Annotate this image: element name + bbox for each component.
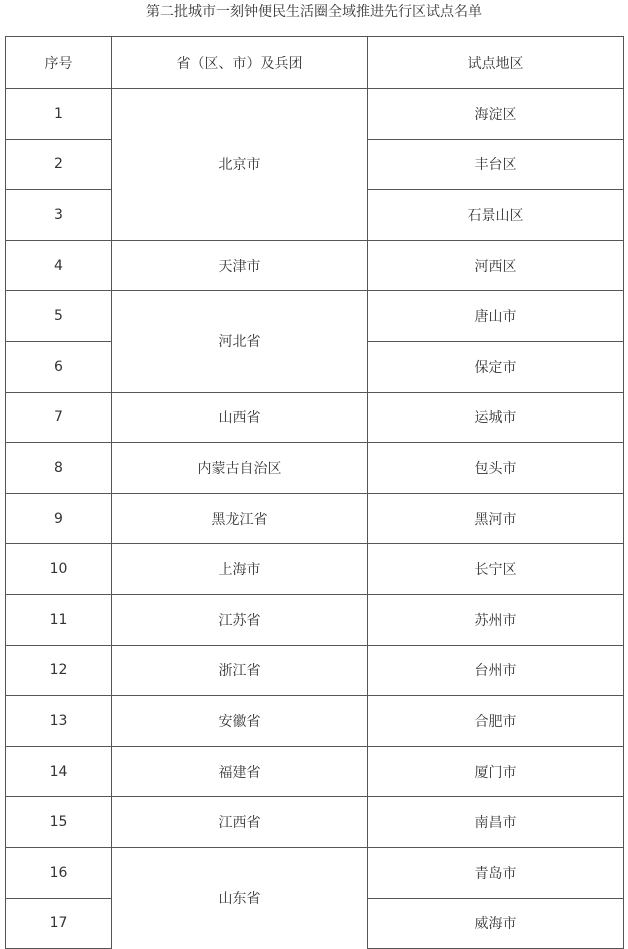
province-cell: 上海市 [112, 544, 368, 595]
area-cell: 唐山市 [368, 291, 624, 342]
table-row [6, 240, 624, 291]
table-row [6, 392, 624, 443]
area-cell: 黑河市 [368, 493, 624, 544]
area-cell: 海淀区 [368, 89, 624, 140]
area-cell: 河西区 [368, 240, 624, 291]
table-row [6, 645, 624, 696]
table-header-row [6, 37, 624, 89]
row-index: 14 [6, 746, 112, 797]
row-index: 10 [6, 544, 112, 595]
province-cell: 北京市 [112, 89, 368, 241]
province-cell: 天津市 [112, 240, 368, 291]
table-body [6, 89, 624, 949]
table-row [6, 291, 624, 342]
area-cell: 南昌市 [368, 797, 624, 848]
row-index: 7 [6, 392, 112, 443]
row-index: 9 [6, 493, 112, 544]
area-cell: 丰台区 [368, 139, 624, 190]
area-cell: 保定市 [368, 341, 624, 392]
area-cell: 青岛市 [368, 847, 624, 898]
row-index: 8 [6, 443, 112, 494]
province-cell: 内蒙古自治区 [112, 443, 368, 494]
table-row [6, 746, 624, 797]
province-cell: 江苏省 [112, 594, 368, 645]
header-province: 省（区、市）及兵团 [112, 37, 368, 89]
row-index: 15 [6, 797, 112, 848]
area-cell: 合肥市 [368, 696, 624, 747]
pilot-list-table [5, 36, 624, 949]
row-index: 3 [6, 190, 112, 241]
page-title: 第二批城市一刻钟便民生活圈全域推进先行区试点名单 [146, 4, 482, 20]
table-row [6, 594, 624, 645]
header-area: 试点地区 [368, 37, 624, 89]
row-index: 4 [6, 240, 112, 291]
area-cell: 台州市 [368, 645, 624, 696]
area-cell: 厦门市 [368, 746, 624, 797]
row-index: 6 [6, 341, 112, 392]
province-cell: 江西省 [112, 797, 368, 848]
table-row [6, 89, 624, 140]
province-cell: 山西省 [112, 392, 368, 443]
area-cell: 苏州市 [368, 594, 624, 645]
header-index: 序号 [6, 37, 112, 89]
row-index: 11 [6, 594, 112, 645]
row-index: 12 [6, 645, 112, 696]
table-row [6, 493, 624, 544]
table-row [6, 696, 624, 747]
row-index: 17 [6, 898, 112, 949]
table-row [6, 443, 624, 494]
row-index: 2 [6, 139, 112, 190]
province-cell: 山东省 [112, 847, 368, 948]
area-cell: 包头市 [368, 443, 624, 494]
table-row [6, 544, 624, 595]
province-cell: 福建省 [112, 746, 368, 797]
row-index: 1 [6, 89, 112, 140]
province-cell: 浙江省 [112, 645, 368, 696]
row-index: 16 [6, 847, 112, 898]
area-cell: 威海市 [368, 898, 624, 949]
area-cell: 长宁区 [368, 544, 624, 595]
province-cell: 河北省 [112, 291, 368, 392]
province-cell: 黑龙江省 [112, 493, 368, 544]
area-cell: 石景山区 [368, 190, 624, 241]
row-index: 13 [6, 696, 112, 747]
table-row [6, 847, 624, 898]
row-index: 5 [6, 291, 112, 342]
province-cell: 安徽省 [112, 696, 368, 747]
table-row [6, 797, 624, 848]
area-cell: 运城市 [368, 392, 624, 443]
